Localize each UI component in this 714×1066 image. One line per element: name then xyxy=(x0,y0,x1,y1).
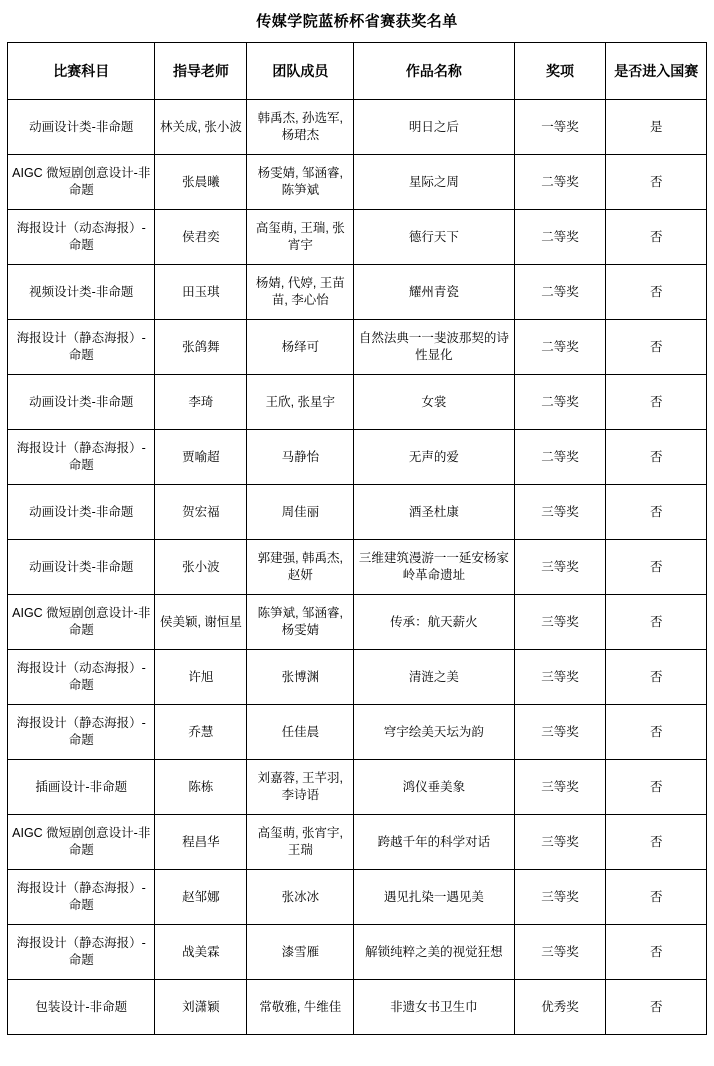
cell-teacher: 李琦 xyxy=(155,375,247,430)
cell-final: 否 xyxy=(606,430,707,485)
cell-award: 优秀奖 xyxy=(514,980,606,1035)
table-row xyxy=(8,760,707,815)
cell-subject: 动画设计类-非命题 xyxy=(8,100,155,155)
cell-work: 自然法典一一斐波那契的诗性显化 xyxy=(354,320,514,375)
cell-members: 王欣, 张星宇 xyxy=(247,375,354,430)
cell-final: 否 xyxy=(606,540,707,595)
cell-subject: AIGC 微短剧创意设计-非命题 xyxy=(8,815,155,870)
cell-work: 跨越千年的科学对话 xyxy=(354,815,514,870)
table-row xyxy=(8,980,707,1035)
cell-subject: 插画设计-非命题 xyxy=(8,760,155,815)
cell-members: 漆雪雁 xyxy=(247,925,354,980)
table-row xyxy=(8,155,707,210)
cell-teacher: 张鸽舞 xyxy=(155,320,247,375)
table-row xyxy=(8,705,707,760)
table-body xyxy=(8,100,707,1035)
cell-award: 三等奖 xyxy=(514,870,606,925)
column-header-final: 是否进入国赛 xyxy=(606,43,707,100)
table-row xyxy=(8,925,707,980)
cell-members: 常敬雅, 牛维佳 xyxy=(247,980,354,1035)
cell-teacher: 赵邹娜 xyxy=(155,870,247,925)
cell-final: 否 xyxy=(606,705,707,760)
cell-award: 三等奖 xyxy=(514,540,606,595)
cell-teacher: 乔慧 xyxy=(155,705,247,760)
cell-final: 否 xyxy=(606,485,707,540)
table-row xyxy=(8,485,707,540)
cell-subject: 动画设计类-非命题 xyxy=(8,485,155,540)
cell-teacher: 侯美颖, 谢恒星 xyxy=(155,595,247,650)
cell-final: 否 xyxy=(606,375,707,430)
cell-subject: AIGC 微短剧创意设计-非命题 xyxy=(8,155,155,210)
cell-final: 是 xyxy=(606,100,707,155)
cell-work: 耀州青瓷 xyxy=(354,265,514,320)
cell-teacher: 贺宏福 xyxy=(155,485,247,540)
table-row xyxy=(8,210,707,265)
cell-subject: 海报设计（静态海报）-命题 xyxy=(8,870,155,925)
cell-members: 张冰冰 xyxy=(247,870,354,925)
cell-final: 否 xyxy=(606,650,707,705)
table-row xyxy=(8,815,707,870)
table-row xyxy=(8,100,707,155)
cell-members: 陈笋斌, 邹涵睿, 杨雯婧 xyxy=(247,595,354,650)
cell-members: 郭建强, 韩禹杰, 赵妍 xyxy=(247,540,354,595)
cell-award: 三等奖 xyxy=(514,650,606,705)
cell-work: 遇见扎染一遇见美 xyxy=(354,870,514,925)
cell-award: 二等奖 xyxy=(514,155,606,210)
cell-teacher: 侯君奕 xyxy=(155,210,247,265)
cell-subject: 海报设计（静态海报）-命题 xyxy=(8,320,155,375)
cell-final: 否 xyxy=(606,760,707,815)
cell-members: 杨雯婧, 邹涵睿, 陈笋斌 xyxy=(247,155,354,210)
cell-work: 星际之周 xyxy=(354,155,514,210)
cell-subject: 海报设计（静态海报）-命题 xyxy=(8,430,155,485)
cell-teacher: 陈栋 xyxy=(155,760,247,815)
cell-members: 杨婧, 代婷, 王苗苗, 李心怡 xyxy=(247,265,354,320)
table-row xyxy=(8,375,707,430)
cell-teacher: 田玉琪 xyxy=(155,265,247,320)
table-row xyxy=(8,265,707,320)
cell-members: 张博渊 xyxy=(247,650,354,705)
table-row xyxy=(8,595,707,650)
cell-final: 否 xyxy=(606,210,707,265)
cell-work: 鸿仪垂美象 xyxy=(354,760,514,815)
cell-members: 刘嘉蓉, 王芊羽, 李诗语 xyxy=(247,760,354,815)
cell-work: 德行天下 xyxy=(354,210,514,265)
table-row xyxy=(8,870,707,925)
cell-final: 否 xyxy=(606,155,707,210)
cell-subject: 海报设计（动态海报）-命题 xyxy=(8,210,155,265)
cell-members: 杨绎可 xyxy=(247,320,354,375)
cell-final: 否 xyxy=(606,320,707,375)
table-header xyxy=(8,43,707,100)
cell-work: 无声的爱 xyxy=(354,430,514,485)
cell-subject: 海报设计（静态海报）-命题 xyxy=(8,925,155,980)
cell-award: 二等奖 xyxy=(514,375,606,430)
cell-award: 二等奖 xyxy=(514,210,606,265)
column-header-members: 团队成员 xyxy=(247,43,354,100)
cell-work: 传承：航天薪火 xyxy=(354,595,514,650)
table-header-row xyxy=(8,43,707,100)
column-header-subject: 比赛科目 xyxy=(8,43,155,100)
cell-work: 穹宇绘美天坛为韵 xyxy=(354,705,514,760)
cell-teacher: 战美霖 xyxy=(155,925,247,980)
cell-subject: 包装设计-非命题 xyxy=(8,980,155,1035)
cell-teacher: 贾喻超 xyxy=(155,430,247,485)
table-row xyxy=(8,540,707,595)
award-list-table xyxy=(7,42,707,1035)
cell-award: 二等奖 xyxy=(514,265,606,320)
column-header-teacher: 指导老师 xyxy=(155,43,247,100)
cell-award: 三等奖 xyxy=(514,595,606,650)
cell-teacher: 许旭 xyxy=(155,650,247,705)
cell-award: 二等奖 xyxy=(514,320,606,375)
cell-subject: 视频设计类-非命题 xyxy=(8,265,155,320)
cell-award: 二等奖 xyxy=(514,430,606,485)
table-row xyxy=(8,650,707,705)
cell-award: 三等奖 xyxy=(514,815,606,870)
cell-work: 非遗女书卫生巾 xyxy=(354,980,514,1035)
cell-work: 清涟之美 xyxy=(354,650,514,705)
cell-final: 否 xyxy=(606,595,707,650)
cell-teacher: 张晨曦 xyxy=(155,155,247,210)
cell-teacher: 林关成, 张小波 xyxy=(155,100,247,155)
table-row xyxy=(8,430,707,485)
cell-work: 解锁纯粹之美的视觉狂想 xyxy=(354,925,514,980)
cell-award: 一等奖 xyxy=(514,100,606,155)
cell-award: 三等奖 xyxy=(514,705,606,760)
page-title: 传媒学院蓝桥杯省赛获奖名单 xyxy=(256,13,458,30)
cell-subject: 动画设计类-非命题 xyxy=(8,540,155,595)
cell-members: 马静怡 xyxy=(247,430,354,485)
cell-members: 周佳丽 xyxy=(247,485,354,540)
cell-members: 任佳晨 xyxy=(247,705,354,760)
cell-subject: 动画设计类-非命题 xyxy=(8,375,155,430)
cell-final: 否 xyxy=(606,925,707,980)
cell-work: 女裳 xyxy=(354,375,514,430)
cell-work: 明日之后 xyxy=(354,100,514,155)
cell-final: 否 xyxy=(606,870,707,925)
cell-work: 酒圣杜康 xyxy=(354,485,514,540)
cell-final: 否 xyxy=(606,815,707,870)
cell-teacher: 程昌华 xyxy=(155,815,247,870)
cell-award: 三等奖 xyxy=(514,925,606,980)
cell-teacher: 刘潇颖 xyxy=(155,980,247,1035)
cell-teacher: 张小波 xyxy=(155,540,247,595)
cell-award: 三等奖 xyxy=(514,485,606,540)
cell-work: 三维建筑漫游一一延安杨家岭革命遗址 xyxy=(354,540,514,595)
cell-final: 否 xyxy=(606,265,707,320)
cell-final: 否 xyxy=(606,980,707,1035)
document-page xyxy=(0,10,714,1035)
cell-members: 韩禹杰, 孙选军, 杨珺杰 xyxy=(247,100,354,155)
cell-subject: 海报设计（动态海报）-命题 xyxy=(8,650,155,705)
cell-subject: AIGC 微短剧创意设计-非命题 xyxy=(8,595,155,650)
table-row xyxy=(8,320,707,375)
cell-members: 高玺萌, 张宵宇, 王瑞 xyxy=(247,815,354,870)
cell-award: 三等奖 xyxy=(514,760,606,815)
cell-members: 高玺萌, 王瑞, 张宵宇 xyxy=(247,210,354,265)
cell-subject: 海报设计（静态海报）-命题 xyxy=(8,705,155,760)
column-header-work: 作品名称 xyxy=(354,43,514,100)
column-header-award: 奖项 xyxy=(514,43,606,100)
